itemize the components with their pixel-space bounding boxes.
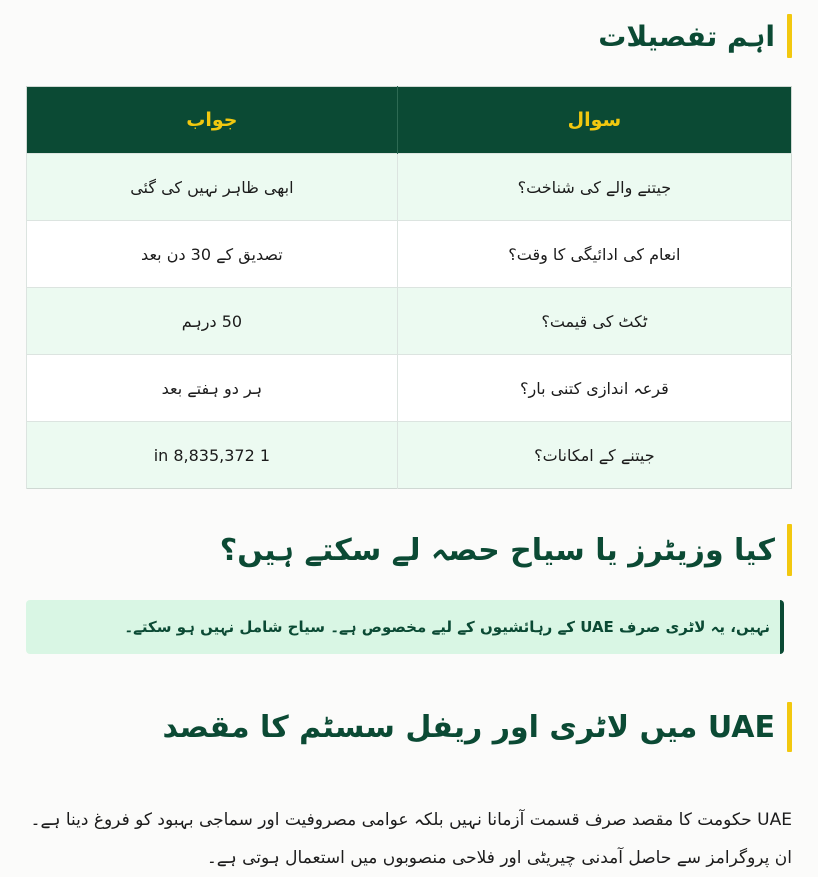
table-row: [27, 422, 792, 489]
answer-callout-text: نہیں، یہ لاٹری صرف UAE کے رہائشیوں کے لیے مخصوص ہے۔ سیاح شامل نہیں ہو سکتے۔: [124, 618, 770, 636]
details-table: [26, 86, 792, 489]
table-row: [27, 154, 792, 221]
question-cell: انعام کی ادائیگی کا وقت؟: [397, 221, 791, 288]
answer-cell: ابھی ظاہر نہیں کی گئی: [27, 154, 398, 221]
answer-cell: 1 in 8,835,372: [27, 422, 398, 489]
question-cell: قرعہ اندازی کتنی بار؟: [397, 355, 791, 422]
table-row: [27, 288, 792, 355]
question-header: سوال: [397, 87, 791, 154]
details-heading-text: اہم تفصیلات: [598, 19, 775, 53]
answer-cell: ہر دو ہفتے بعد: [27, 355, 398, 422]
details-heading: [598, 14, 792, 58]
answer-cell: 50 درہم: [27, 288, 398, 355]
tourists-heading-text: کیا وزیٹرز یا سیاح حصہ لے سکتے ہیں؟: [219, 532, 775, 568]
question-cell: جیتنے کے امکانات؟: [397, 422, 791, 489]
answer-header: جواب: [27, 87, 398, 154]
table-row: [27, 355, 792, 422]
question-cell: جیتنے والے کی شناخت؟: [397, 154, 791, 221]
purpose-paragraph: UAE حکومت کا مقصد صرف قسمت آزمانا نہیں بلکہ عوامی مصروفیت اور سماجی بہبود کو فروغ دینا ہے۔ ان پروگرامز سے حاصل آمدنی چیریٹی اور فلاحی منصوبوں میں استعمال ہوتی ہے۔: [30, 810, 792, 868]
heading-accent-bar: [787, 524, 792, 576]
purpose-heading: [162, 702, 792, 752]
answer-cell: تصدیق کے 30 دن بعد: [27, 221, 398, 288]
purpose-heading-text: UAE میں لاٹری اور ریفل سسٹم کا مقصد: [162, 709, 775, 745]
heading-accent-bar: [787, 14, 792, 58]
table-header-row: [27, 87, 792, 154]
tourists-heading: [220, 524, 792, 576]
heading-accent-bar: [787, 702, 792, 752]
question-cell: ٹکٹ کی قیمت؟: [397, 288, 791, 355]
table-row: [27, 221, 792, 288]
answer-callout: [26, 600, 784, 654]
